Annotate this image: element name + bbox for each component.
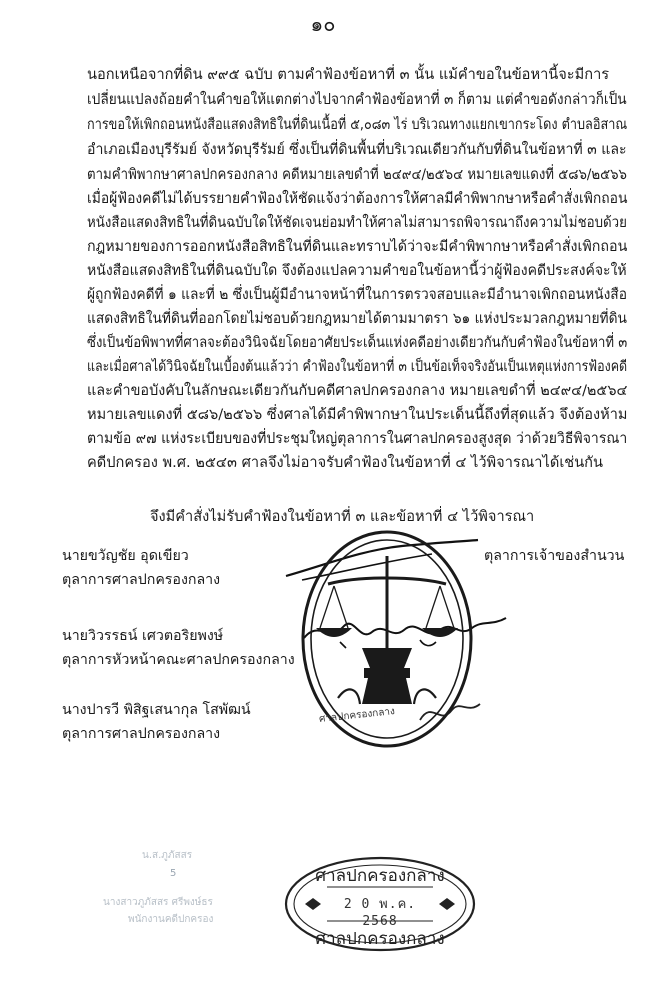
judge-1-title: ตุลาการศาลปกครองกลาง: [62, 572, 221, 588]
judge-3-title: ตุลาการศาลปกครองกลาง: [62, 726, 221, 742]
faded-mark: พนักงานคดีปกครอง: [128, 914, 214, 925]
body-line: หนังสือแสดงสิทธิในที่ดินฉบับใด จึงต้องแปลความคำขอในข้อหานี้ว่าผู้ฟ้องคดีประสงค์จะให้: [87, 262, 627, 279]
body-line: เปลี่ยนแปลงถ้อยคำในคำขอให้แตกต่างไปจากคำฟ้องข้อหาที่ ๓ ก็ตาม แต่คำขอดังกล่าวก็เป็น: [87, 91, 627, 108]
body-line: คดีปกครอง พ.ศ. ๒๕๔๓ ศาลจึงไม่อาจรับคำฟ้องในข้อหาที่ ๔ ไว้พิจารณาได้เช่นกัน: [87, 454, 603, 471]
judge-3-name: นางปารวี พิสิฐเสนากุล โสพัฒน์: [62, 702, 251, 718]
body-line: และเมื่อศาลได้วินิจฉัยในเบื้องต้นแล้วว่า คำฟ้องในข้อหาที่ ๓ เป็นข้อเท็จจริงอันเป็นเหตุแห่งการฟ้องคดี: [87, 358, 628, 375]
date-stamp-bottom-text: ศาลปกครองกลาง: [315, 929, 445, 949]
body-line: อำเภอเมืองบุรีรัมย์ จังหวัดบุรีรัมย์ ซึ่งเป็นที่ดินพื้นที่บริเวณเดียวกันกับที่ดินในข้อหาที่ ๓ และ: [87, 141, 627, 158]
judge-2-title: ตุลาการหัวหน้าคณะศาลปกครองกลาง: [62, 652, 295, 668]
page-number: ๑๐: [310, 12, 336, 36]
faded-mark: 5: [170, 868, 177, 879]
body-line: ตามข้อ ๙๗ แห่งระเบียบของที่ประชุมใหญ่ตุลาการในศาลปกครองสูงสุด ว่าด้วยวิธีพิจารณา: [87, 430, 628, 447]
case-owner-title: ตุลาการเจ้าของสำนวน: [484, 548, 625, 564]
body-line: การขอให้เพิกถอนหนังสือแสดงสิทธิในที่ดินเนื้อที่ ๕,๐๘๓ ไร่ บริเวณทางแยกเขากระโดง ตำบลอิสาณ: [87, 116, 628, 133]
body-line: แสดงสิทธิในที่ดินที่ออกโดยไม่ชอบด้วยกฎหมายได้ตามมาตรา ๖๑ แห่งประมวลกฎหมายที่ดิน: [87, 310, 627, 327]
body-line: ตามคำพิพากษาศาลปกครองกลาง คดีหมายเลขดำที่ ๒๔๙๔/๒๕๖๔ หมายเลขแดงที่ ๕๘๖/๒๕๖๖: [87, 166, 627, 183]
date-stamp-top-text: ศาลปกครองกลาง: [315, 866, 445, 886]
judge-1-name: นายขวัญชัย อุดเขียว: [62, 548, 189, 564]
body-line: หนังสือแสดงสิทธิในที่ดินฉบับใดให้ชัดเจนย่อมทำให้ศาลไม่สามารถพิจารณาถึงความไม่ชอบด้วย: [87, 214, 627, 231]
faded-mark: น.ส.ภูภัสสร: [142, 850, 193, 861]
body-line: ซึ่งเป็นข้อพิพาทที่ศาลจะต้องวินิจฉัยโดยอาศัยประเด็นแห่งคดีอย่างเดียวกันกับคำฟ้องในข้อหาที่ ๓: [87, 334, 628, 351]
body-line: นอกเหนือจากที่ดิน ๙๙๕ ฉบับ ตามคำฟ้องข้อหาที่ ๓ นั้น แม้คำขอในข้อหานี้จะมีการ: [87, 66, 610, 83]
body-line: กฎหมายของการออกหนังสือสิทธิในที่ดินและทราบได้ว่าจะมีคำพิพากษาหรือคำสั่งเพิกถอน: [87, 238, 628, 255]
date-stamp-date: 2 0 พ.ค. 2568: [343, 897, 417, 929]
body-line: หมายเลขแดงที่ ๕๘๖/๒๕๖๖ ซึ่งศาลได้มีคำพิพากษาในประเด็นนี้ถึงที่สุดแล้ว จึงต้องห้าม: [87, 406, 628, 423]
body-line: และคำขอบังคับในลักษณะเดียวกันกับคดีศาลปกครองกลาง หมายเลขดำที่ ๒๔๙๔/๒๕๖๔: [87, 382, 628, 399]
judge-2-name: นายวิวรรธน์ เศวตอริยพงษ์: [62, 628, 224, 644]
seal-caption: ศาลปกครองกลาง: [318, 706, 396, 725]
body-line: ผู้ถูกฟ้องคดีที่ ๑ และที่ ๒ ซึ่งเป็นผู้มีอำนาจหน้าที่ในการตรวจสอบและมีอำนาจเพิกถอนหนังสือ: [87, 286, 627, 303]
faded-mark: นางสาวภูภัสสร ศรีพงษ์ธร: [103, 897, 213, 908]
order-statement: จึงมีคำสั่งไม่รับคำฟ้องในข้อหาที่ ๓ และข้อหาที่ ๔ ไว้พิจารณา: [150, 508, 535, 525]
body-line: เมื่อผู้ฟ้องคดีไม่ได้บรรยายคำฟ้องให้ชัดแจ้งว่าต้องการให้ศาลมีคำพิพากษาหรือคำสั่งเพิกถอน: [87, 190, 628, 207]
